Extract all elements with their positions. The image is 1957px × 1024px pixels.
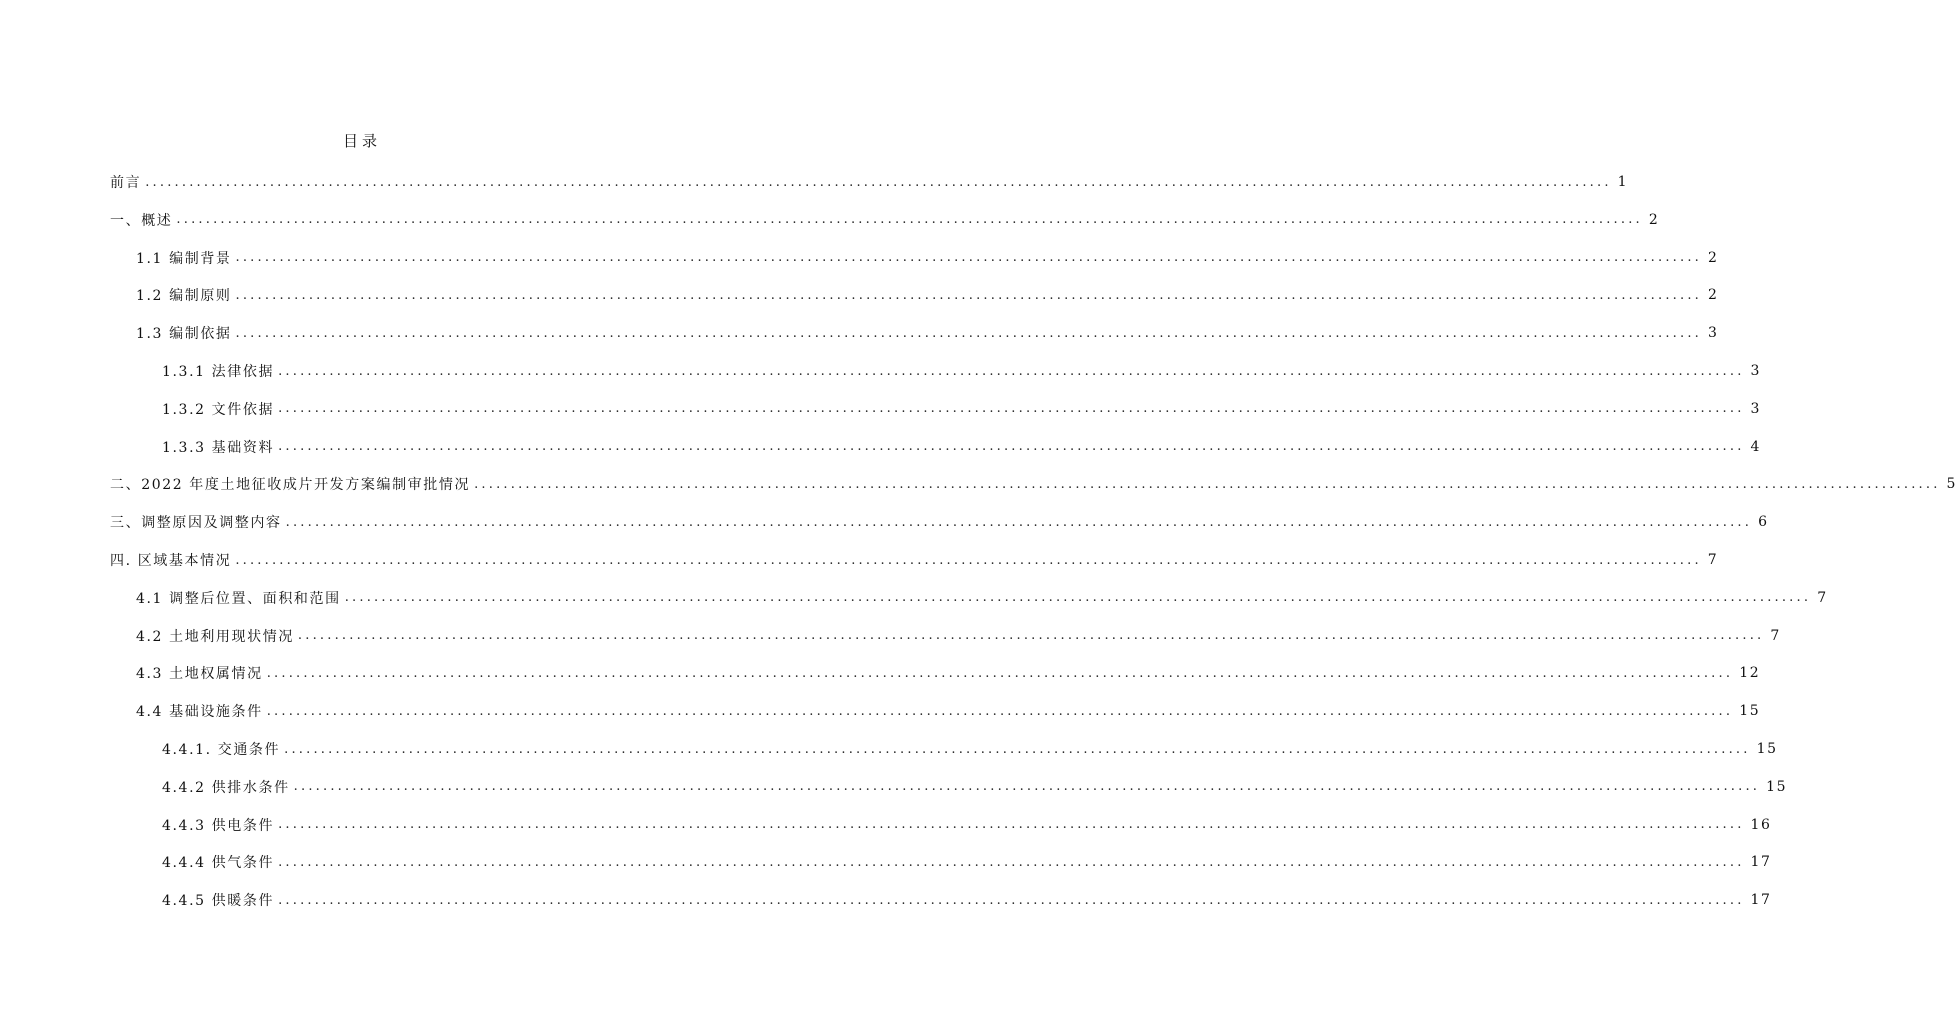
toc-entry-label: 4.4.4 供气条件 — [162, 855, 275, 872]
toc-leader-dots: ........................................................................................................................................................................................................ — [293, 779, 1761, 795]
toc-leader-dots: ........................................................................................................................................................................................................ — [278, 892, 1745, 908]
toc-leader-dots: ........................................................................................................................................................................................................ — [285, 514, 1753, 530]
toc-entry-label: 1.3.3 基础资料 — [162, 439, 275, 456]
toc-leader-dots: ........................................................................................................................................................................................................ — [235, 287, 1702, 303]
toc-entry[interactable] — [162, 813, 1772, 837]
toc-entry-page: 15 — [1739, 703, 1761, 720]
toc-leader-dots: ........................................................................................................................................................................................................ — [474, 476, 1941, 492]
toc-entry-label: 1.3.1 法律依据 — [162, 364, 275, 380]
toc-entry-label: 4.4 基础设施条件 — [136, 704, 263, 721]
toc-entry-page: 7 — [1707, 552, 1719, 568]
toc-entry-label: 一、概述 — [110, 212, 173, 229]
toc-entry[interactable] — [162, 397, 1762, 421]
toc-entry-label: 1.2 编制原则 — [136, 288, 232, 305]
toc-entry[interactable] — [110, 548, 1719, 572]
toc-entry-label: 4.2 土地利用现状情况 — [136, 628, 294, 645]
toc-leader-dots: ........................................................................................................................................................................................................ — [176, 212, 1643, 228]
toc-entry[interactable] — [110, 510, 1769, 534]
toc-entry[interactable] — [136, 699, 1761, 723]
toc-entry-page: 4 — [1750, 438, 1762, 455]
toc-entry-page: 17 — [1750, 892, 1772, 909]
toc-entry[interactable] — [110, 170, 1629, 194]
toc-leader-dots: ........................................................................................................................................................................................................ — [297, 628, 1765, 644]
toc-entry-page: 17 — [1750, 854, 1772, 871]
toc-leader-dots: ........................................................................................................................................................................................................ — [266, 665, 1734, 681]
toc-leader-dots: ........................................................................................................................................................................................................ — [266, 703, 1734, 719]
toc-entry-label: 4.1 调整后位置、面积和范围 — [136, 590, 341, 607]
toc-entry-label: 4.4.5 供暖条件 — [162, 893, 275, 910]
toc-entry-label: 1.3.2 文件依据 — [162, 401, 275, 418]
toc-leader-dots: ........................................................................................................................................................................................................ — [278, 401, 1745, 417]
toc-entry-page: 3 — [1707, 325, 1719, 342]
toc-entry[interactable] — [110, 472, 1957, 496]
toc-entry-label: 四. 区域基本情况 — [110, 553, 232, 569]
toc-leader-dots: ........................................................................................................................................................................................................ — [284, 741, 1751, 757]
toc-entry[interactable] — [110, 208, 1660, 232]
toc-entry-page: 15 — [1756, 741, 1778, 757]
toc-entry-page: 7 — [1770, 627, 1781, 644]
toc-leader-dots: ........................................................................................................................................................................................................ — [278, 854, 1745, 870]
toc-entry-label: 前言 — [110, 175, 142, 191]
toc-entry-page: 2 — [1707, 287, 1719, 304]
toc-entry-page: 3 — [1750, 400, 1762, 417]
toc-entry-page: 5 — [1946, 476, 1957, 493]
toc-leader-dots: ........................................................................................................................................................................................................ — [235, 250, 1702, 266]
toc-entry-label: 二、2022 年度土地征收成片开发方案编制审批情况 — [110, 477, 471, 494]
toc-title: 目录 — [342, 132, 381, 150]
toc-entry-label: 1.1 编制背景 — [136, 250, 232, 267]
toc-entry-page: 3 — [1750, 363, 1762, 379]
toc-entry-label: 1.3 编制依据 — [136, 326, 232, 343]
toc-entry[interactable] — [162, 775, 1788, 799]
toc-entry-page: 2 — [1648, 211, 1660, 228]
toc-leader-dots: ........................................................................................................................................................................................................ — [278, 817, 1745, 833]
toc-leader-dots: ........................................................................................................................................................................................................ — [235, 325, 1702, 341]
toc-entry-label: 三、调整原因及调整内容 — [110, 515, 282, 532]
toc-entry[interactable] — [162, 737, 1778, 761]
toc-entry-label: 4.4.2 供排水条件 — [162, 779, 290, 796]
toc-entry-label: 4.4.1. 交通条件 — [162, 742, 281, 758]
toc-leader-dots: ........................................................................................................................................................................................................ — [278, 363, 1745, 379]
toc-entry-page: 2 — [1707, 249, 1719, 266]
toc-leader-dots: ........................................................................................................................................................................................................ — [145, 174, 1612, 190]
toc-entry[interactable] — [162, 888, 1772, 912]
toc-entry[interactable] — [136, 283, 1719, 307]
toc-entry[interactable] — [136, 624, 1781, 648]
toc-entry-page: 6 — [1758, 514, 1769, 531]
toc-entry-page: 7 — [1817, 589, 1828, 606]
toc-entry[interactable] — [136, 246, 1719, 270]
toc-leader-dots: ........................................................................................................................................................................................................ — [235, 552, 1702, 568]
toc-entry-page: 15 — [1766, 778, 1788, 795]
toc-entry-page: 12 — [1739, 665, 1761, 682]
toc-entry[interactable] — [136, 321, 1719, 345]
toc-entry[interactable] — [162, 435, 1762, 459]
toc-entry-page: 16 — [1750, 816, 1772, 833]
toc-entry[interactable] — [136, 661, 1761, 685]
toc-entry[interactable] — [162, 359, 1762, 383]
toc-entry[interactable] — [162, 850, 1772, 874]
toc-entry-label: 4.3 土地权属情况 — [136, 666, 263, 683]
toc-leader-dots: ........................................................................................................................................................................................................ — [278, 439, 1745, 455]
toc-entry-page: 1 — [1617, 174, 1629, 190]
toc-entry[interactable] — [136, 586, 1828, 610]
toc-entry-label: 4.4.3 供电条件 — [162, 817, 275, 834]
toc-leader-dots: ........................................................................................................................................................................................................ — [344, 590, 1812, 606]
